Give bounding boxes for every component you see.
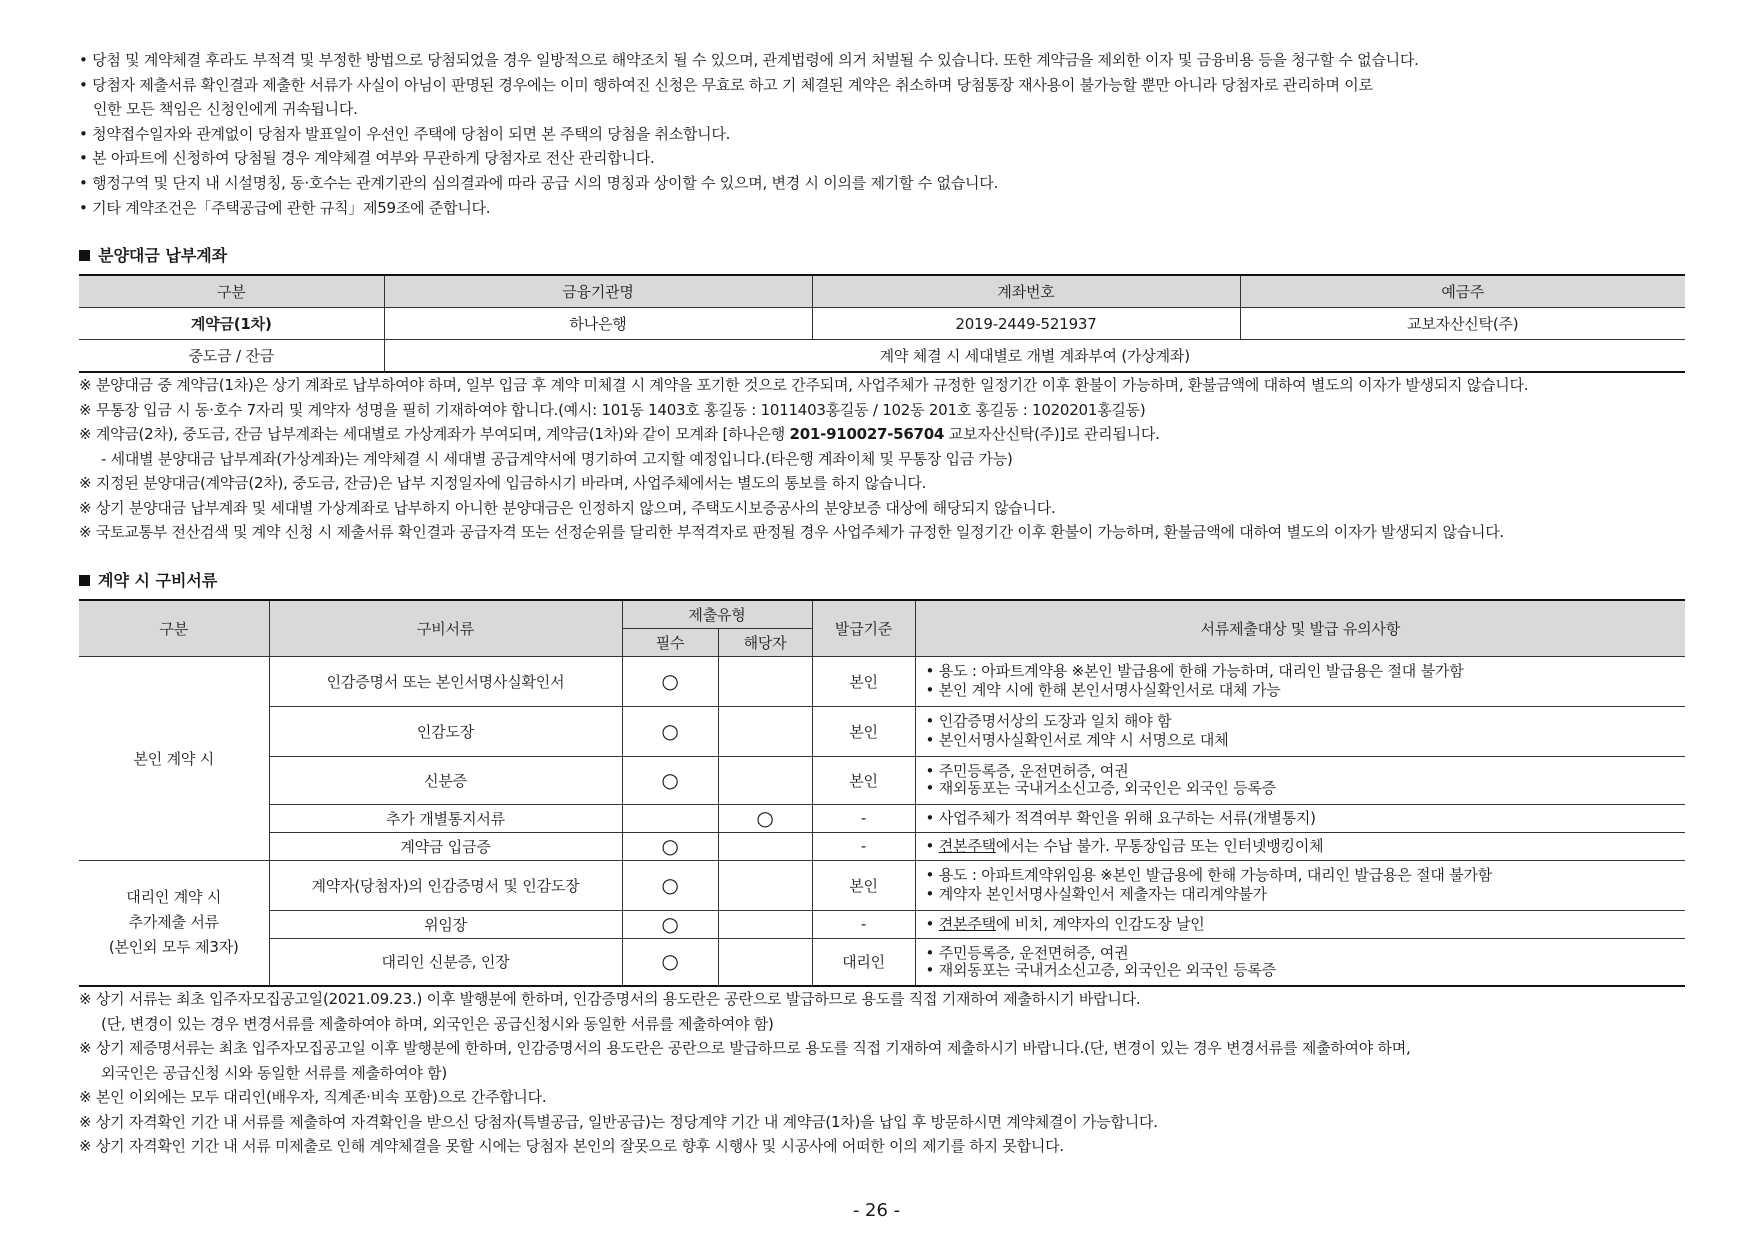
column-header: 예금주 [1240,275,1685,308]
cell-required [622,756,718,804]
cell-required [622,910,718,938]
underlined-term: 견본주택 [938,836,996,855]
cell-issuer: 본인 [812,756,915,804]
table-row [79,656,1685,706]
cell-notes: • 용도 : 아파트계약용 ※본인 발급용에 한해 가능하며, 대리인 발급용은 절대 불가함 • 본인 계약 시에 한해 본인서명사실확인서로 대체 가능 [915,656,1685,706]
cell-applicable [718,756,812,804]
note-line: ※ 계약금(2차), 중도금, 잔금 납부계좌는 세대별로 가상계좌가 부여되며, 계약금(1차)와 같이 모계좌 [하나은행 201-910027-56704 교보자산신탁(주)]로 관리됩니다. [79,425,1160,444]
table-row [79,910,1685,938]
cell-document: 계약자(당첨자)의 인감증명서 및 인감도장 [269,860,622,910]
mother-account-number: 201-910027-56704 [789,425,945,444]
documents-notes [79,987,1685,1159]
cell-required [622,656,718,706]
column-header: 구비서류 [269,600,622,657]
circle-mark-icon: ○ [661,718,679,743]
cell-applicable [718,706,812,756]
page-number: - 26 - [852,1200,901,1221]
table-header-row [79,275,1685,308]
bullet-item: • 행정구역 및 단지 내 시설명칭, 동·호수는 관계기관의 심의결과에 따라 공급 시의 명칭과 상이할 수 있으며, 변경 시 이의를 제기할 수 없습니다. [79,173,998,192]
cell-issuer: 본인 [812,860,915,910]
cell-holder: 교보자산신탁(주) [1240,308,1685,340]
note-line: ※ 상기 분양대금 납부계좌 및 세대별 가상계좌로 납부하지 아니한 분양대금은 인정하지 않으며, 주택도시보증공사의 분양보증 대상에 해당되지 않습니다. [79,498,1056,517]
account-notes [79,373,1685,545]
note-line: ※ 분양대금 중 계약금(1차)은 상기 계좌로 납부하여야 하며, 일부 입금 후 계약 미체결 시 계약을 포기한 것으로 간주되며, 사업주체가 규정한 일정기간 이후 환불이 가능하며, 환불금액에 대하여 별도의 이자가 발생되지 않습니다. [79,376,1529,395]
cell-required [622,832,718,860]
cell-required [622,938,718,986]
column-header: 구분 [79,275,384,308]
note-line: ※ 상기 자격확인 기간 내 서류를 제출하여 자격확인을 받으신 당첨자(특별공급, 일반공급)는 정당계약 기간 내 계약금(1차)을 납입 후 방문하시면 계약체결이 가능합니다. [79,1112,1158,1131]
cell-type: 중도금 / 잔금 [79,340,384,373]
cell-type: 계약금(1차) [79,308,384,340]
cell-applicable [718,860,812,910]
column-header: 해당자 [718,628,812,656]
bullet-item-continuation: 인한 모든 책임은 신청인에게 귀속됩니다. [93,100,358,119]
note-line: ※ 상기 제증명서류는 최초 입주자모집공고일 이후 발행분에 한하며, 인감증명서의 용도란은 공란으로 발급하므로 용도를 직접 기재하여 제출하시기 바랍니다.(단, 변경이 있는 경우 변경서류를 제출하여야 하며, [79,1039,1411,1058]
table-row [79,804,1685,832]
square-bullet-icon [79,250,90,261]
table-row [79,756,1685,804]
note-line: ※ 무통장 입금 시 동·호수 7자리 및 계약자 성명을 필히 기재하여야 합니다.(예시: 101동 1403호 홍길동 : 1011403홍길동 / 102동 201호 홍길동 : 1020201홍길동) [79,400,1146,419]
cell-notes: • 주민등록증, 운전면허증, 여권 • 재외동포는 국내거소신고증, 외국인은 외국인 등록증 [915,756,1685,804]
table-row [79,706,1685,756]
note-line: ※ 국토교통부 전산검색 및 계약 신청 시 제출서류 확인결과 공급자격 또는 선정순위를 달리한 부적격자로 판정될 경우 사업주체가 규정한 일정기간 이후 환불이 가능하며, 환불금액에 대하여 별도의 이자가 발생되지 않습니다. [79,523,1504,542]
note-line: 외국인은 공급신청 시와 동일한 서류를 제출하여야 함) [101,1063,447,1082]
account-table [79,274,1685,373]
cell-document: 인감도장 [269,706,622,756]
section-title-account: 분양대금 납부계좌 [79,244,1685,268]
cell-bank: 하나은행 [384,308,812,340]
documents-table [79,599,1685,988]
table-row [79,938,1685,986]
table-row [79,860,1685,910]
cell-required [622,860,718,910]
cell-document: 인감증명서 또는 본인서명사실확인서 [269,656,622,706]
column-header: 계좌번호 [812,275,1240,308]
cell-issuer: 본인 [812,656,915,706]
cell-applicable [718,910,812,938]
cell-notes: • 견본주택에 비치, 계약자의 인감도장 날인 [915,910,1685,938]
cell-applicable [718,832,812,860]
cell-document: 신분증 [269,756,622,804]
table-row [79,308,1685,340]
document-page [79,48,1685,1159]
table-row [79,340,1685,373]
cell-issuer: - [812,804,915,832]
circle-mark-icon: ○ [661,833,679,858]
cell-issuer: - [812,832,915,860]
bullet-item: • 청약접수일자와 관계없이 당첨자 발표일이 우선인 주택에 당첨이 되면 본 주택의 당첨을 취소합니다. [79,124,731,143]
circle-mark-icon: ○ [661,668,679,693]
column-header: 제출유형 [622,600,812,629]
note-line: - 세대별 분양대금 납부계좌(가상계좌)는 계약체결 시 세대별 공급계약서에 명기하여 고지할 예정입니다.(타은행 계좌이체 및 무통장 입금 가능) [101,449,1013,468]
table-row [79,832,1685,860]
cell-notes: • 인감증명서상의 도장과 일치 해야 함 • 본인서명사실확인서로 계약 시 서명으로 대체 [915,706,1685,756]
bullet-list [79,48,1685,220]
column-header: 금융기관명 [384,275,812,308]
note-line: ※ 지정된 분양대금(계약금(2차), 중도금, 잔금)은 납부 지정일자에 입금하시기 바라며, 사업주체에서는 별도의 통보를 하지 않습니다. [79,474,927,493]
circle-mark-icon: ○ [661,872,679,897]
cell-issuer: 본인 [812,706,915,756]
cell-issuer: - [812,910,915,938]
bullet-item: • 당첨 및 계약체결 후라도 부적격 및 부정한 방법으로 당첨되었을 경우 일방적으로 해약조치 될 수 있으며, 관계법령에 의거 처벌될 수 있습니다. 또한 계약금을 제외한 이자 및 금융비용 등을 청구할 수 없습니다. [79,51,1419,69]
cell-applicable [718,656,812,706]
cell-required [622,706,718,756]
cell-issuer: 대리인 [812,938,915,986]
column-header: 서류제출대상 및 발급 유의사항 [915,600,1685,657]
cell-applicable [718,938,812,986]
note-line: (단, 변경이 있는 경우 변경서류를 제출하여야 하며, 외국인은 공급신청시와 동일한 서류를 제출하여야 함) [101,1014,774,1033]
section-title-documents: 계약 시 구비서류 [79,569,1685,593]
cell-document: 계약금 입금증 [269,832,622,860]
circle-mark-icon: ○ [661,767,679,792]
cell-account-number: 2019-2449-521937 [812,308,1240,340]
column-header: 필수 [622,628,718,656]
circle-mark-icon: ○ [756,805,774,830]
column-header: 구분 [79,600,269,657]
table-header-row [79,600,1685,629]
circle-mark-icon: ○ [661,911,679,936]
group-label: 대리인 계약 시 추가제출 서류 (본인외 모두 제3자) [79,860,269,986]
cell-description: 계약 체결 시 세대별로 개별 계좌부여 (가상계좌) [384,340,1685,373]
cell-document: 위임장 [269,910,622,938]
cell-notes: • 견본주택에서는 수납 불가. 무통장입금 또는 인터넷뱅킹이체 [915,832,1685,860]
cell-notes: • 용도 : 아파트계약위임용 ※본인 발급용에 한해 가능하며, 대리인 발급용은 절대 불가함 • 계약자 본인서명사실확인서 제출자는 대리계약불가 [915,860,1685,910]
cell-applicable [718,804,812,832]
column-header: 발급기준 [812,600,915,657]
group-label: 본인 계약 시 [79,656,269,860]
underlined-term: 견본주택 [938,914,996,933]
cell-document: 추가 개별통지서류 [269,804,622,832]
note-line: ※ 본인 이외에는 모두 대리인(배우자, 직계존·비속 포함)으로 간주합니다. [79,1088,547,1107]
bullet-item: • 당첨자 제출서류 확인결과 제출한 서류가 사실이 아님이 판명된 경우에는 이미 행하여진 신청은 무효로 하고 기 체결된 계약은 취소하며 당첨통장 재사용이 불가능할 뿐만 아니라 당첨자로 관리하며 이로 [79,75,1373,94]
cell-document: 대리인 신분증, 인장 [269,938,622,986]
bullet-item: • 기타 계약조건은「주택공급에 관한 규칙」제59조에 준합니다. [79,198,491,217]
note-line: ※ 상기 서류는 최초 입주자모집공고일(2021.09.23.) 이후 발행분에 한하며, 인감증명서의 용도란은 공란으로 발급하므로 용도를 직접 기재하여 제출하시기 바랍니다. [79,990,1141,1009]
cell-required [622,804,718,832]
cell-notes: • 주민등록증, 운전면허증, 여권 • 재외동포는 국내거소신고증, 외국인은 외국인 등록증 [915,938,1685,986]
cell-notes: • 사업주체가 적격여부 확인을 위해 요구하는 서류(개별통지) [915,804,1685,832]
note-line: ※ 상기 자격확인 기간 내 서류 미제출로 인해 계약체결을 못할 시에는 당첨자 본인의 잘못으로 향후 시행사 및 시공사에 어떠한 이의 제기를 하지 못합니다. [79,1137,1064,1156]
square-bullet-icon [79,575,90,586]
bullet-item: • 본 아파트에 신청하여 당첨될 경우 계약체결 여부와 무관하게 당첨자로 전산 관리합니다. [79,149,655,168]
circle-mark-icon: ○ [661,949,679,974]
